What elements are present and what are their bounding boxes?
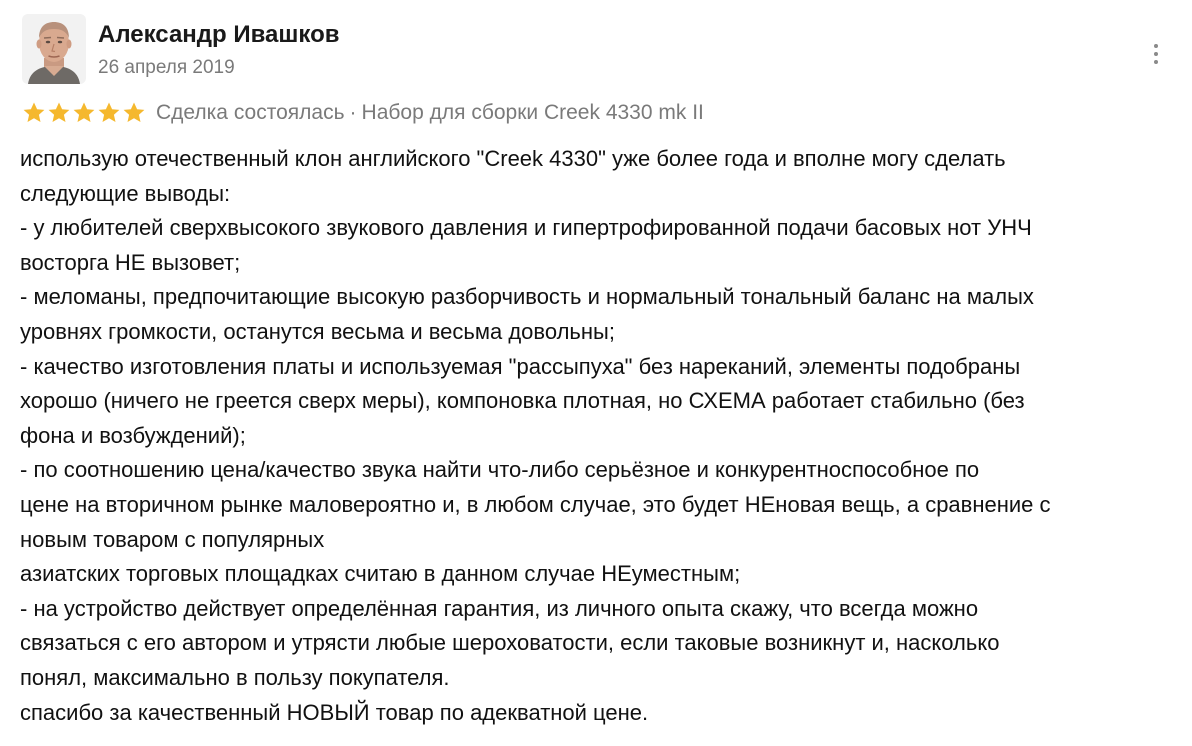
- review-line: связаться с его автором и утрясти любые шероховатости, если таковые возникнут и, насколько: [20, 630, 1000, 656]
- star-icon: [122, 101, 146, 125]
- review-line: следующие выводы:: [20, 180, 231, 206]
- review-line: - у любителей сверхвысокого звукового давления и гипертрофированной подачи басовых нот УНЧ: [20, 215, 1032, 241]
- star-icon: [72, 101, 96, 125]
- review-line: - качество изготовления платы и используемая "рассыпуха" без нареканий, элементы подобраны: [20, 353, 1021, 379]
- deal-status: Сделка состоялась: [156, 101, 345, 124]
- review-line: - на устройство действует определённая гарантия, из личного опыта скажу, что всегда можно: [20, 595, 979, 621]
- star-icon: [97, 101, 121, 125]
- more-vertical-icon-dot: [1154, 60, 1158, 64]
- more-options-button[interactable]: [1140, 36, 1172, 72]
- product-name[interactable]: Набор для сборки Creek 4330 mk II: [361, 101, 704, 124]
- review-line: цене на вторичном рынке маловероятно и, в любом случае, это будет НЕновая вещь, а сравнение с: [20, 491, 1051, 517]
- review-line: азиатских торговых площадках считаю в данном случае НЕуместным;: [20, 561, 741, 587]
- review-line: новым товаром с популярных: [20, 526, 325, 552]
- review-line: - по соотношению цена/качество звука найти что-либо серьёзное и конкурентноспособное по: [20, 457, 980, 483]
- review-line: понял, максимально в пользу покупателя.: [20, 664, 450, 690]
- avatar[interactable]: [22, 14, 86, 84]
- review-line: спасибо за качественный НОВЫЙ товар по адекватной цене.: [20, 699, 649, 725]
- review-date: 26 апреля 2019: [98, 57, 235, 78]
- review-text: [20, 142, 1180, 730]
- more-vertical-icon-dot: [1154, 52, 1158, 56]
- meta-separator: ·: [349, 101, 357, 124]
- author-name[interactable]: Александр Ивашков: [98, 21, 340, 48]
- star-icon: [47, 101, 71, 125]
- review-line: уровнях громкости, останутся весьма и весьма довольны;: [20, 318, 615, 344]
- review-line: восторга НЕ вызовет;: [20, 249, 241, 275]
- more-vertical-icon: [1154, 44, 1158, 48]
- user-photo-icon: [22, 14, 86, 84]
- review-line: фона и возбуждений);: [20, 422, 246, 448]
- star-icon: [22, 101, 46, 125]
- review-line: - меломаны, предпочитающие высокую разборчивость и нормальный тональный баланс на малых: [20, 284, 1034, 310]
- rating-stars: [22, 101, 146, 125]
- review-meta: [22, 98, 704, 128]
- review-line: хорошо (ничего не греется сверх меры), компоновка плотная, но СХЕМА работает стабильно (без: [20, 388, 1025, 414]
- review-line: использую отечественный клон английского "Creek 4330" уже более года и вполне могу сделать: [20, 146, 1006, 171]
